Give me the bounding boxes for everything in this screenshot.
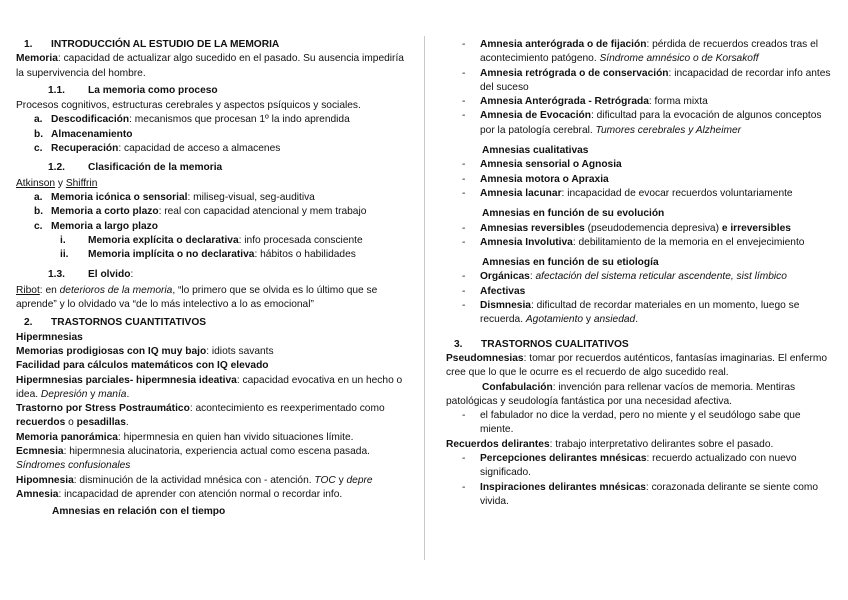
confabulacion: Confabulación: invención para rellenar vacíos de memoria. Mentiras patológicas y seudología fantástica por una necesidad afectiva. [446,381,796,407]
evolucion-list [446,222,834,251]
list-item: - Amnesia Anterógrada - Retrógrada: forma mixta [446,95,834,109]
facilidad-calculos: Facilidad para cálculos matemáticos con IQ elevado [16,360,269,372]
list-item: c. Memoria a largo plazo [34,220,158,232]
list-item: - Amnesia retrógrada o de conservación: incapacidad de recordar info antes del suceso [446,67,834,96]
column-divider [424,36,425,560]
ecmnesia: Ecmnesia: hipermnesia alucinatoria, experiencia actual como escena pasada. Síndromes confusionales [16,446,370,472]
right-column [446,38,834,509]
cualitativas-list [446,158,834,201]
amnesias-tiempo-heading: Amnesias en relación con el tiempo [52,506,226,518]
recuerdos-delirantes: Recuerdos delirantes: trabajo interpretativo delirantes sobre el pasado. [446,438,774,450]
memorias-prodigiosas: Memorias prodigiosas con IQ muy bajo: idiots savants [16,345,274,357]
proceso-text: Procesos cognitivos, estructuras cerebrales y aspectos psíquicos y sociales. [16,100,361,112]
list-item: - Amnesia anterógrada o de fijación: pérdida de recuerdos creados tras el acontecimiento patógeno. Síndrome amnésico o de Korsakoff [446,38,834,67]
proceso-list [16,113,414,156]
hipermnesias-parciales: Hipermnesias parciales- hipermnesia ideativa: capacidad evocativa en un hecho o idea. Depresión y manía. [16,374,403,400]
delirantes-list [446,452,834,509]
etiologia-heading: Amnesias en función de su etiología [482,257,659,269]
list-item: i. Memoria explícita o declarativa: info procesada consciente [60,234,363,246]
list-item: - Orgánicas: afectación del sistema reticular ascendente, sist límbico [446,270,834,284]
list-item: - Dismnesia: dificultad de recordar materiales en un momento, luego se recuerda. Agotamiento y ansiedad. [446,299,834,328]
list-item: - Amnesia lacunar: incapacidad de evocar recuerdos voluntariamente [446,187,834,201]
section-3-heading: 3. TRASTORNOS CUALITATIVOS [454,338,629,350]
memoria-panoramica: Memoria panorámica: hipermnesia en quien han vivido situaciones límite. [16,431,354,443]
section-1-heading: 1. INTRODUCCIÓN AL ESTUDIO DE LA MEMORIA [24,39,280,50]
amnesia: Amnesia: incapacidad de aprender con atención normal o recordar info. [16,488,343,500]
list-item: b. Almacenamiento [34,128,133,140]
list-item: - Amnesias reversibles (pseudodemencia depresiva) e irreversibles [446,222,834,236]
clasificacion-list [16,191,414,234]
list-item: - Amnesia Involutiva: debilitamiento de la memoria en el envejecimiento [446,236,834,250]
list-item: ii. Memoria implícita o no declarativa: hábitos o habilidades [60,249,356,261]
evolucion-heading: Amnesias en función de su evolución [482,208,665,220]
authors-line: Atkinson y Shiffrin [16,177,98,189]
stress-postraumatico: Trastorno por Stress Postraumático: acontecimiento es reexperimentado como recuerdos o pesadillas. [16,403,385,429]
cualitativas-heading: Amnesias cualitativas [482,145,589,157]
list-item: c. Recuperación: capacidad de acceso a almacenes [34,143,281,155]
list-item: - Amnesia sensorial o Agnosia [446,158,834,172]
list-item: - Inspiraciones delirantes mnésicas: corazonada delirante se siente como vivida. [446,481,834,510]
list-item: b. Memoria a corto plazo: real con capacidad atencional y mem trabajo [34,206,367,218]
pseudomnesias: Pseudomnesias: tomar por recuerdos auténticos, fantasías imaginarias. El enfermo cree que lo que le ocurre es el recuerdo de algo sucedido real. [446,352,828,379]
hipermnesias-heading: Hipermnesias [16,331,83,343]
memoria-definition: Memoria: capacidad de actualizar algo sucedido en el pasado. Su ausencia impediría la supervivencia del hombre. [16,53,404,79]
list-item: - Amnesia de Evocación: dificultad para la evocación de algunos conceptos por la patología cerebral. Tumores cerebrales y Alzheimer [446,109,834,138]
list-item: - el fabulador no dice la verdad, pero no miente y el seudólogo sabe que miente. [446,409,834,438]
section-1-1-heading: 1.1. La memoria como proceso [48,84,218,96]
fabulador-list [446,409,834,438]
list-item: - Amnesia motora o Apraxia [446,173,834,187]
list-item: - Percepciones delirantes mnésicas: recuerdo actualizado con nuevo significado. [446,452,834,481]
section-1-3-heading: 1.3. El olvido: [48,269,134,281]
section-2-heading: 2. TRASTORNOS CUANTITATIVOS [24,317,207,329]
section-1-2-heading: 1.2. Clasificación de la memoria [48,162,223,174]
ribot-paragraph: Ribot: en deterioros de la memoria, “lo primero que se olvida es lo último que se aprende” y lo olvidado va “de lo más intelectivo a lo as emocional” [16,284,378,311]
list-item: a. Descodificación: mecanismos que procesan 1º la indo aprendida [34,114,350,126]
largo-plazo-list [16,234,414,263]
left-column [16,38,414,520]
list-item: a. Memoria icónica o sensorial: miliseg-visual, seg-auditiva [34,191,315,203]
list-item: - Afectivas [446,285,834,299]
hipomnesia: Hipomnesia: disminución de la actividad mnésica con - atención. TOC y depre [16,474,373,486]
etiologia-list [446,270,834,327]
amnesias-tiempo-list [446,38,834,138]
